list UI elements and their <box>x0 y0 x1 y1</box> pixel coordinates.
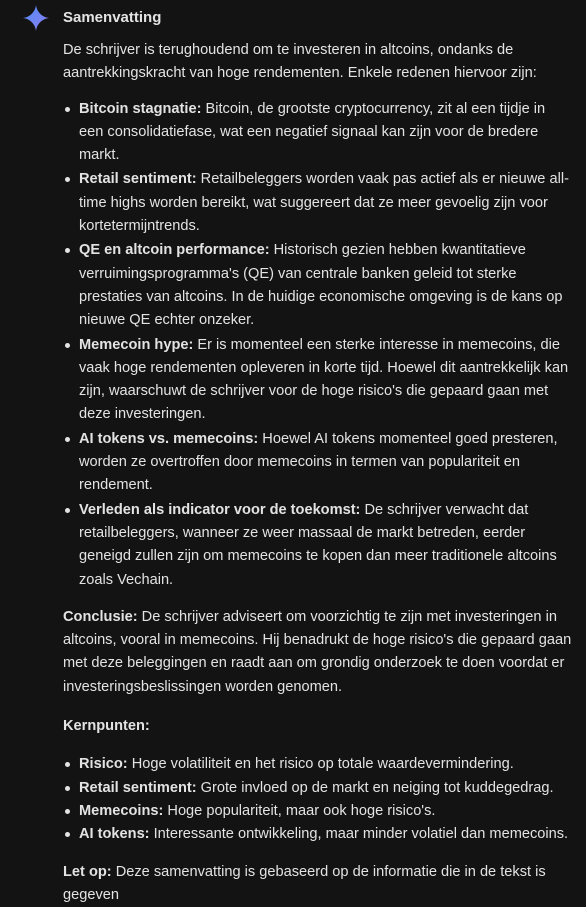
bullet-icon <box>65 177 70 182</box>
conclusion-label: Conclusie: <box>63 609 138 625</box>
response-header <box>0 0 586 40</box>
note-label: Let op: <box>63 864 112 880</box>
item-label: Retail sentiment: <box>79 171 197 187</box>
item-text: Retailbeleggers worden vaak pas actief als er nieuwe all-time highs worden bereikt, wat suggereert dat ze meer gevoelig zijn voor kortetermijntrends. <box>79 171 569 234</box>
item-label: AI tokens: <box>79 826 150 842</box>
list-item <box>63 800 573 823</box>
bullet-icon <box>65 832 70 837</box>
list-item <box>63 823 573 846</box>
item-text: Bitcoin, de grootste cryptocurrency, zit al een tijdje in een consolidatiefase, wat een negatief signaal kan zijn voor de bredere markt. <box>79 101 545 164</box>
item-label: QE en altcoin performance: <box>79 242 270 258</box>
note-text: Deze samenvatting is gebaseerd op de informatie die in de tekst is gegeven <box>63 864 546 903</box>
reasons-list <box>63 98 573 592</box>
item-text: Grote invloed op de markt en neiging tot kuddegedrag. <box>197 780 554 796</box>
item-label: Bitcoin stagnatie: <box>79 101 201 117</box>
kernpunten-list <box>63 753 573 846</box>
item-label: Risico: <box>79 756 128 772</box>
gemini-spark-icon <box>23 5 49 31</box>
list-item <box>63 777 573 800</box>
item-text: Historisch gezien hebben kwantitatieve verruimingsprogramma's (QE) van centrale banken geleid tot sterke prestaties van altcoins. In de huidige economische omgeving is de kans op nieuwe QE echter onzeker. <box>79 242 563 328</box>
list-item <box>63 753 573 776</box>
list-item <box>63 168 573 238</box>
item-text: Interessante ontwikkeling, maar minder volatiel dan memecoins. <box>150 826 569 842</box>
item-text: Hoge populariteit, maar ook hoge risico's. <box>163 803 435 819</box>
item-label: Memecoins: <box>79 803 163 819</box>
bullet-icon <box>65 508 70 513</box>
conclusion-text: De schrijver adviseert om voorzichtig te zijn met investeringen in altcoins, vooral in memecoins. Hij benadrukt de hoge risico's die gepaard gaan met deze beleggingen en raadt aan om grondig onderzoek te doen voordat er investeringsbeslissingen worden genomen. <box>63 609 571 695</box>
list-item <box>63 98 573 168</box>
item-label: Memecoin hype: <box>79 337 193 353</box>
response-title: Samenvatting <box>63 9 161 27</box>
list-item <box>63 334 573 427</box>
list-item <box>63 428 573 498</box>
bullet-icon <box>65 809 70 814</box>
bullet-icon <box>65 107 70 112</box>
item-label: AI tokens vs. memecoins: <box>79 431 258 447</box>
bullet-icon <box>65 762 70 767</box>
note-paragraph <box>63 861 573 907</box>
item-text: De schrijver verwacht dat retailbeleggers, wanneer ze weer massaal de markt betreden, eerder geneigd zullen zijn om memecoins te kopen dan meer traditionele altcoins zoals Vechain. <box>79 502 557 588</box>
item-text: Hoewel AI tokens momenteel goed presteren, worden ze overtroffen door memecoins in termen van populariteit en rendement. <box>79 431 558 494</box>
list-item <box>63 499 573 592</box>
item-text: Er is momenteel een sterke interesse in memecoins, die vaak hoge rendementen opleveren in korte tijd. Hoewel dit aantrekkelijk kan zijn, waarschuwt de schrijver voor de hoge risico's die gepaard gaan met deze investeringen. <box>79 337 568 423</box>
item-label: Verleden als indicator voor de toekomst: <box>79 502 360 518</box>
item-label: Retail sentiment: <box>79 780 197 796</box>
kernpunten-heading <box>63 715 573 738</box>
bullet-icon <box>65 786 70 791</box>
bullet-icon <box>65 437 70 442</box>
bullet-icon <box>65 248 70 253</box>
kernpunten-title: Kernpunten: <box>63 718 150 734</box>
bullet-icon <box>65 343 70 348</box>
item-text: Hoge volatiliteit en het risico op totale waardevermindering. <box>128 756 514 772</box>
conclusion-paragraph <box>63 606 573 699</box>
intro-paragraph: De schrijver is terughoudend om te investeren in altcoins, ondanks de aantrekkingskracht van hoge rendementen. Enkele redenen hiervoor zijn: <box>63 39 573 86</box>
summary-content <box>63 39 573 907</box>
list-item <box>63 239 573 332</box>
